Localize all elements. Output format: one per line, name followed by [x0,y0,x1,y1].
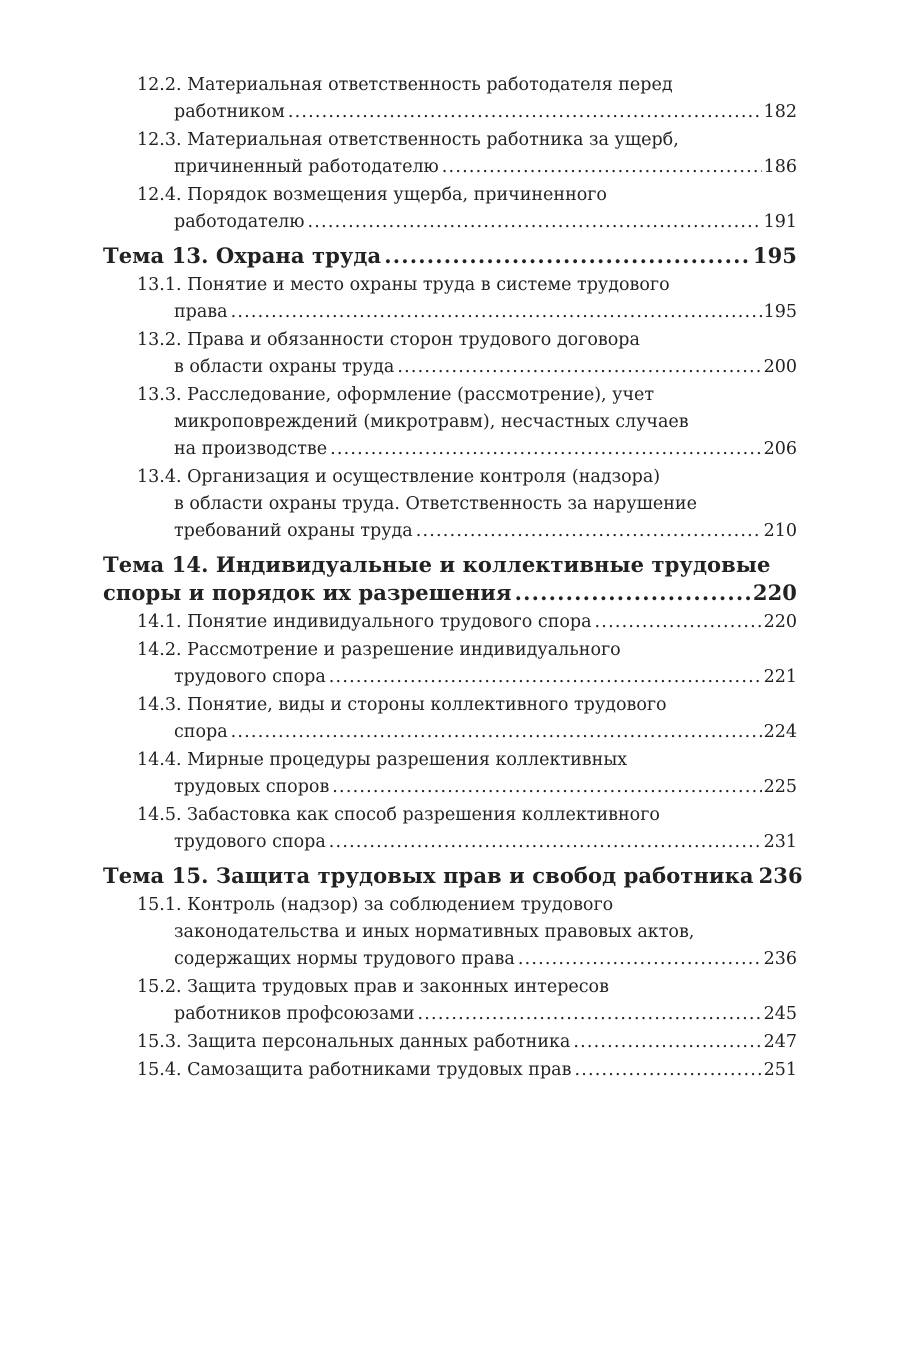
toc-page-number: 186 [763,157,797,177]
dot-leader [231,719,762,746]
toc-entry-line: 12.3. Материальная ответственность работника за ущерб, [137,130,679,150]
dot-leader [416,518,762,545]
toc-entry-line [137,299,797,326]
toc-entry-line [103,579,797,607]
toc-entry-line [103,862,803,890]
toc-subsection-entry [103,1057,797,1084]
toc-page-number: 225 [763,777,797,797]
toc-entry-title: на производстве [174,439,328,459]
toc-entry-title: 15.3. Защита персональных данных работника [137,1032,571,1052]
toc-entry-line [137,829,797,856]
toc-entry-line: 14.5. Забастовка как способ разрешения коллективного [137,805,660,825]
toc-page-number: 210 [763,521,797,541]
toc-subsection-entry [103,182,797,236]
toc-subsection-entry [103,272,797,326]
toc-entry-line: 12.2. Материальная ответственность работодателя перед [137,75,673,95]
dot-leader [308,209,762,236]
toc-entry-line [137,946,797,973]
toc-entry-line [137,1029,797,1056]
toc-page-number: 251 [763,1060,797,1080]
toc-page-number: 195 [752,243,797,268]
toc-topic-entry [103,242,797,270]
toc-page-number: 224 [763,722,797,742]
toc-topic-entry [103,551,797,607]
toc-entry-title: содержащих нормы трудового права [174,949,515,969]
toc-entry-line: 15.1. Контроль (надзор) за соблюдением трудового [137,895,614,915]
toc-entry-line: 13.4. Организация и осуществление контроля (надзора) [137,467,661,487]
toc-entry-title: работодателю [174,212,305,232]
toc-page-number: 221 [763,667,797,687]
toc-entry-line: в области охраны труда. Ответственность за нарушение [174,494,697,514]
toc-entry-title: в области охраны труда [174,357,395,377]
toc-entry-line: 13.1. Понятие и место охраны труда в системе трудового [137,275,670,295]
toc-subsection-entry [103,747,797,801]
toc-entry-title: Тема 15. Защита трудовых прав и свобод работника [103,863,754,888]
dot-leader [515,579,751,607]
dot-leader [384,242,751,270]
toc-subsection-entry [103,974,797,1028]
toc-entry-line [137,518,797,545]
dot-leader [397,354,761,381]
dot-leader [574,1057,761,1084]
toc-page-number: 191 [763,212,797,232]
toc-entry-line: законодательства и иных нормативных правовых актов, [174,922,695,942]
toc-entry-title: права [174,302,228,322]
toc-entry-line: 12.4. Порядок возмещения ущерба, причиненного [137,185,607,205]
toc-entry-line: 14.4. Мирные процедуры разрешения коллективных [137,750,628,770]
toc-page-number: 247 [763,1032,797,1052]
toc-entry-line [137,209,797,236]
toc-entry-title: требований охраны труда [174,521,413,541]
toc-subsection-entry [103,609,797,636]
toc-page-number: 220 [763,612,797,632]
dot-leader [329,664,762,691]
toc-subsection-entry [103,692,797,746]
toc-subsection-entry [103,802,797,856]
toc-entry-title: спора [174,722,228,742]
toc-subsection-entry [103,464,797,545]
toc-entry-line [137,664,797,691]
toc-entry-title: Тема 13. Охрана труда [103,243,382,268]
toc-entry-line: 15.2. Защита трудовых прав и законных интересов [137,977,609,997]
toc-subsection-entry [103,892,797,973]
toc-entry-title: трудового спора [174,667,326,687]
toc-page-number: 236 [758,863,803,888]
dot-leader [573,1029,761,1056]
toc-entry-title: 15.4. Самозащита работниками трудовых прав [137,1060,572,1080]
dot-leader [288,99,762,126]
toc-subsection-entry [103,327,797,381]
toc-entry-line [137,436,797,463]
table-of-contents [103,72,803,1085]
dot-leader [518,946,762,973]
toc-page-number: 182 [763,102,797,122]
toc-entry-line: 14.2. Рассмотрение и разрешение индивидуального [137,640,621,660]
toc-entry-title: работником [174,102,285,122]
toc-entry-line: микроповреждений (микротравм), несчастных случаев [174,412,689,432]
toc-entry-title: трудового спора [174,832,326,852]
toc-page-number: 195 [763,302,797,322]
toc-page-number: 236 [763,949,797,969]
dot-leader [442,154,762,181]
toc-subsection-entry [103,637,797,691]
toc-page-number: 200 [763,357,797,377]
toc-page-number: 206 [763,439,797,459]
dot-leader [332,774,761,801]
toc-entry-title: 14.1. Понятие индивидуального трудового спора [137,612,592,632]
toc-subsection-entry [103,382,797,463]
toc-page-number: 231 [763,832,797,852]
toc-subsection-entry [103,1029,797,1056]
dot-leader [330,436,761,463]
toc-entry-line: 14.3. Понятие, виды и стороны коллективного трудового [137,695,667,715]
toc-entry-line: 13.2. Права и обязанности сторон трудового договора [137,330,640,350]
toc-entry-line [137,1001,797,1028]
toc-entry-title: работников профсоюзами [174,1004,415,1024]
toc-entry-line: 13.3. Расследование, оформление (рассмотрение), учет [137,385,655,405]
toc-subsection-entry [103,72,797,126]
toc-subsection-entry [103,127,797,181]
dot-leader [418,1001,762,1028]
toc-entry-line [137,1057,797,1084]
toc-topic-entry [103,862,803,890]
toc-page-number: 245 [763,1004,797,1024]
toc-entry-line [137,99,797,126]
dot-leader [231,299,762,326]
toc-entry-line: Тема 14. Индивидуальные и коллективные трудовые [103,552,771,577]
toc-entry-line [137,719,797,746]
toc-entry-line [137,154,797,181]
toc-entry-line [137,609,797,636]
dot-leader [329,829,762,856]
toc-page-number: 220 [752,580,797,605]
toc-entry-line [137,354,797,381]
toc-entry-line [137,774,797,801]
toc-entry-title: споры и порядок их разрешения [103,580,512,605]
dot-leader [595,609,762,636]
toc-entry-line [103,242,797,270]
toc-entry-title: причиненный работодателю [174,157,439,177]
toc-entry-title: трудовых споров [174,777,330,797]
